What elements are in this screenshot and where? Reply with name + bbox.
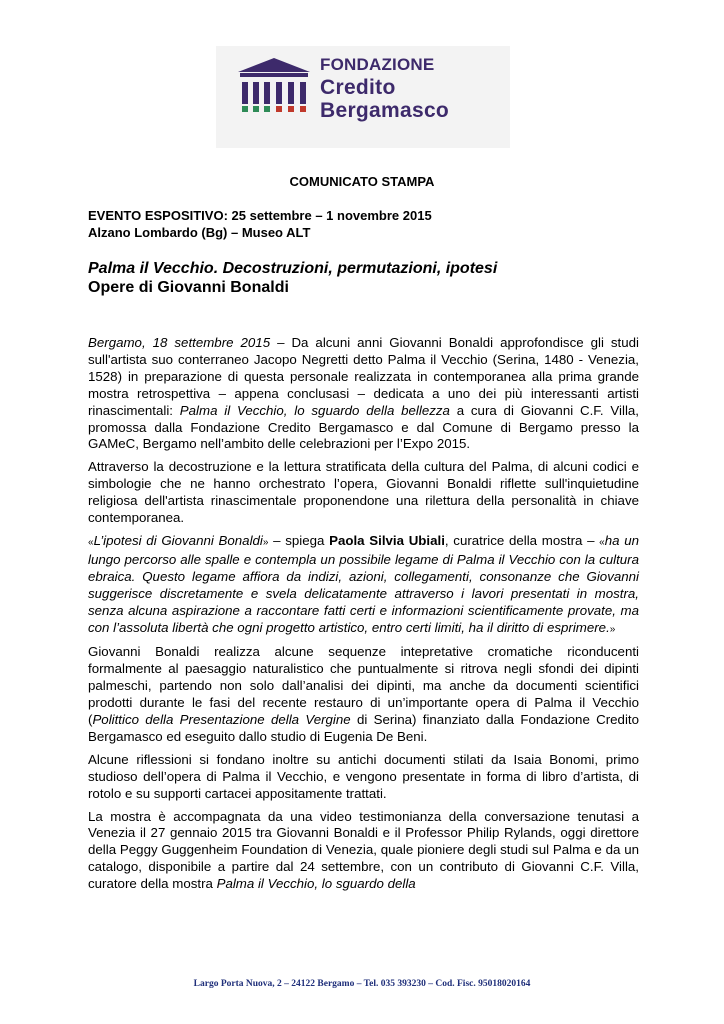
p6-exhibition-italic: Palma il Vecchio, lo sguardo della xyxy=(216,876,416,892)
event-place: Alzano Lombardo (Bg) – Museo ALT xyxy=(88,225,311,240)
p3-mid: – spiega xyxy=(268,532,330,548)
quote-close-2: » xyxy=(609,623,616,635)
quote-1: L’ipotesi di Giovanni Bonaldi xyxy=(93,532,263,548)
p4-text-b: di Serina) finanziato dalla Fondazione Credito Bergamasco ed eseguito dallo studio di Eugenia De Beni. xyxy=(88,712,639,744)
quote-open: « xyxy=(88,536,94,548)
paragraph-6 xyxy=(88,809,639,894)
quote-open-2: « xyxy=(599,536,605,548)
p1-text-b: a cura di Giovanni C.F. Villa, promossa dalla Fondazione Credito Bergamasco e dal Comune di Bergamo presso la GAMeC, Bergamo nell’ambito delle celebrazioni per l’Expo 2015. xyxy=(88,402,639,452)
p1-exhibition-italic: Palma il Vecchio, lo sguardo della bellezza xyxy=(179,402,450,418)
quote-close: » xyxy=(262,536,269,548)
p4-text-a: Giovanni Bonaldi realizza alcune sequenze intepretative cromatiche riconducenti formalmente al paesaggio naturalistico che puntualmente si ritrova negli sfondi dei dipinti palmeschi, partendo non solo dall’analisi dei dipinti, ma anche da documenti scientifici prodotti durante le fasi del recente restauro di un’importante opera di Palma il Vecchio ( xyxy=(88,644,639,728)
title-main: Palma il Vecchio. Decostruzioni, permutazioni, ipotesi xyxy=(88,260,498,277)
event-dates: EVENTO ESPOSITIVO: 25 settembre – 1 novembre 2015 xyxy=(88,208,432,223)
press-release-body xyxy=(88,335,639,899)
curator-role: , curatrice della mostra – xyxy=(444,532,600,548)
exhibition-title xyxy=(88,259,497,297)
event-info xyxy=(88,207,432,241)
dateline: Bergamo, 18 settembre 2015 xyxy=(88,335,271,350)
paragraph-5: Alcune riflessioni si fondano inoltre su antichi documenti stilati da Isaia Bonomi, primo studioso dell’opera di Palma il Vecchio, e vengono presentate in forma di libro d’artista, di rotolo e su supporti cartacei appositamente trattati. xyxy=(88,751,639,801)
footer-address: Largo Porta Nuova, 2 – 24122 Bergamo – Tel. 035 393230 – Cod. Fisc. 95018020164 xyxy=(193,979,531,989)
document-kind: COMUNICATO STAMPA xyxy=(289,174,435,189)
logo-wordmark xyxy=(320,56,449,121)
curator-name: Paola Silvia Ubiali xyxy=(329,532,445,548)
foundation-logo xyxy=(216,46,510,148)
quote-2: ha un lungo percorso alle spalle e contempla un possibile legame di Palma il Vecchio con la cultura ebraica. Questo legame affiora da indizi, azioni, collegamenti, consonanze che Giovanni suggerisce discretamente e svela delicatamente attraverso i lavori presentati in mostra, senza alcuna aspirazione a raccontare fatti certi e informazioni scientificamente provate, ma con l’assoluta libertà che ogni progetto artistico, entro certi limiti, ha il diritto di esprimere. xyxy=(88,532,640,635)
p4-artwork-italic: Polittico della Presentazione della Vergine xyxy=(92,712,351,728)
paragraph-2: Attraverso la decostruzione e la lettura stratificata della cultura del Palma, di alcuni codici e simbologie che ne hanno orchestrato l’opera, Giovanni Bonaldi riflette sull'inquietudine religiosa dell'artista rinascimentale proponendone una rilettura della personalità in chiave contemporanea. xyxy=(88,459,639,526)
p6-text-a: La mostra è accompagnata da una video testimonianza della conversazione tenutasi a Venezia il 27 gennaio 2015 tra Giovanni Bonaldi e il Professor Philip Rylands, oggi direttore della Peggy Guggenheim Foundation di Venezia, quale pioniere degli studi sul Palma e da un catalogo, disponibile a partire dal 24 settembre, con un contributo di Giovanni C.F. Villa, curatore della mostra xyxy=(88,808,639,892)
logo-line-1: FONDAZIONE xyxy=(320,55,435,74)
paragraph-1 xyxy=(88,335,639,453)
p1-text-a: – Da alcuni anni Giovanni Bonaldi approfondisce gli studi sull'artista suo conterraneo Jacopo Negretti detto Palma il Vecchio (Serina, 1480 - Venezia, 1528) in preparazione di questa personale realizzata in contemporanea alla prima grande mostra retrospettiva – appena conclusasi – dedicata a uno dei più interessanti artisti rinascimentali: xyxy=(88,335,639,418)
logo-line-3: Bergamasco xyxy=(320,99,450,122)
paragraph-4 xyxy=(88,644,639,745)
logo-line-2: Credito xyxy=(320,76,396,99)
temple-logo-icon xyxy=(238,58,310,120)
paragraph-3 xyxy=(88,533,639,638)
title-sub: Opere di Giovanni Bonaldi xyxy=(88,279,289,296)
